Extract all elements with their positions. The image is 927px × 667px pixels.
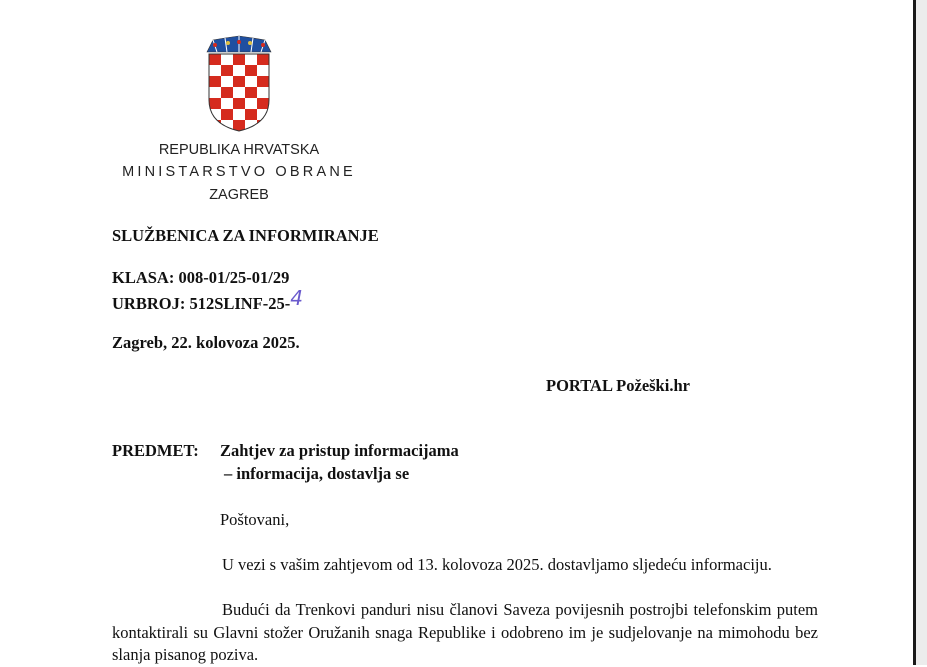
shield-square — [245, 109, 257, 120]
shield-square — [233, 109, 245, 120]
shield-square — [257, 98, 269, 109]
recipient: PORTAL Požeški.hr — [546, 376, 690, 395]
klasa-line: KLASA: 008-01/25-01/29 — [112, 268, 290, 287]
shield-square — [209, 54, 221, 65]
page-edge-strip — [916, 0, 927, 665]
shield-square — [245, 87, 257, 98]
urbroj-prefix: URBROJ: 512SLINF-25- — [112, 294, 291, 313]
paragraph-1-text: U vezi s vašim zahtjevom od 13. kolovoza 2025. dostavljamo sljedeću informaciju. — [222, 555, 772, 574]
shield-square — [233, 120, 245, 131]
shield-square — [233, 54, 245, 65]
shield-square — [221, 98, 233, 109]
shield-square — [221, 65, 233, 76]
subject-line-1: Zahtjev za pristup informacijama — [220, 441, 459, 460]
shield-square — [245, 98, 257, 109]
paragraph-2 — [112, 599, 818, 667]
shield-square — [233, 87, 245, 98]
urbroj-line — [112, 286, 304, 314]
shield-square — [209, 98, 221, 109]
shield-square — [245, 120, 257, 131]
header-republic: REPUBLIKA HRVATSKA — [158, 142, 320, 158]
shield-square — [221, 76, 233, 87]
crown-icon — [207, 36, 271, 52]
subject-line-2: – informacija, dostavlja se — [224, 464, 410, 483]
shield-square — [221, 109, 233, 120]
shield-square — [257, 65, 269, 76]
coat-of-arms-icon — [203, 34, 275, 132]
shield-square — [221, 120, 233, 131]
header-city: ZAGREB — [209, 187, 269, 203]
shield-square — [245, 65, 257, 76]
greeting: Poštovani, — [220, 510, 290, 529]
urbroj-handwritten-number: 4 — [290, 286, 304, 310]
shield-square — [221, 54, 233, 65]
shield-square — [221, 87, 233, 98]
shield-square — [245, 54, 257, 65]
shield-square — [209, 65, 221, 76]
shield-square — [257, 76, 269, 87]
shield-square — [245, 76, 257, 87]
shield-square — [257, 54, 269, 65]
shield-square — [209, 87, 221, 98]
header-ministry: MINISTARSTVO OBRANE — [122, 164, 356, 180]
date-line: Zagreb, 22. kolovoza 2025. — [112, 333, 300, 352]
shield-square — [209, 76, 221, 87]
office-title: SLUŽBENICA ZA INFORMIRANJE — [112, 226, 379, 245]
shield-square — [257, 87, 269, 98]
paragraph-2-text: Budući da Trenkovi panduri nisu članovi Saveza povijesnih postrojbi telefonskim putem kontaktirali su Glavni stožer Oružanih snaga Republike i odobreno im je sudjelovanje na mimohodu bez slanja pisanog poziva. — [112, 600, 818, 664]
subject-label: PREDMET: — [112, 441, 199, 460]
shield-square — [233, 76, 245, 87]
shield-square — [233, 65, 245, 76]
shield-square — [233, 98, 245, 109]
paragraph-1 — [112, 554, 818, 577]
